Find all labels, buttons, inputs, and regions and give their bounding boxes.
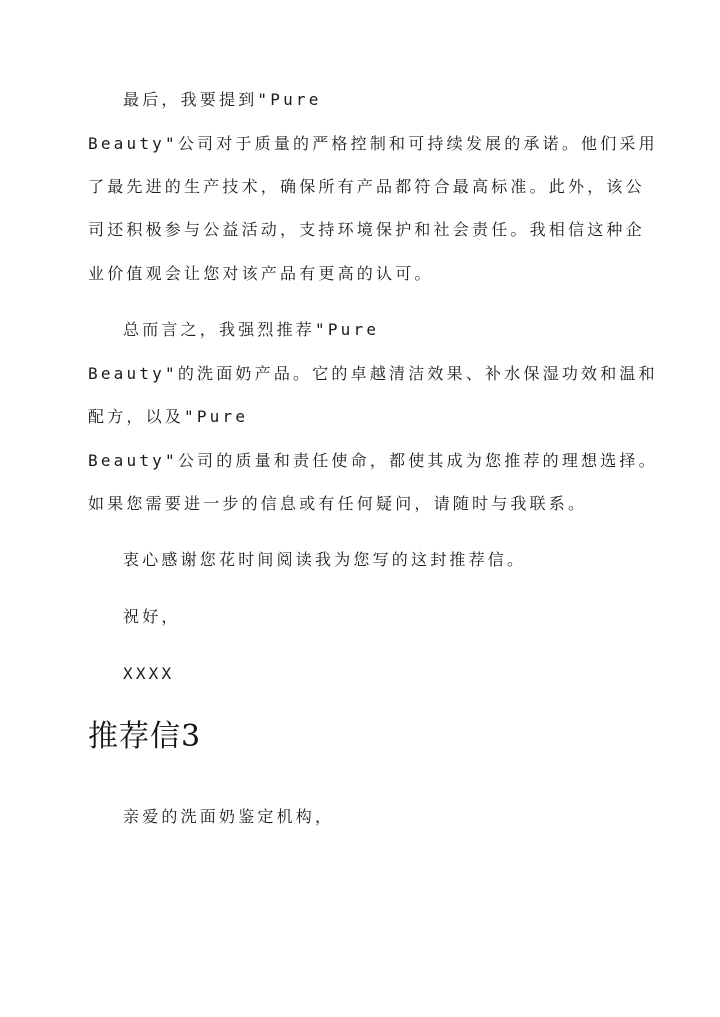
paragraph-2-line-1: 总而言之，我强烈推荐"Pure: [123, 320, 380, 339]
thanks-line: 衷心感谢您花时间阅读我为您写的这封推荐信。: [123, 550, 527, 569]
paragraph-2-line-5: 如果您需要进一步的信息或有任何疑问，请随时与我联系。: [88, 494, 588, 513]
paragraph-1-line-1: 最后，我要提到"Pure: [123, 90, 322, 109]
paragraph-1-line-2: Beauty"公司对于质量的严格控制和可持续发展的承诺。他们采用: [88, 134, 658, 153]
paragraph-2-line-4: Beauty"公司的质量和责任使命，都使其成为您推荐的理想选择。: [88, 451, 658, 470]
paragraph-2-line-3: 配方，以及"Pure: [88, 407, 249, 426]
signature: XXXX: [123, 664, 175, 683]
salutation-line: 亲爱的洗面奶鉴定机构，: [123, 807, 335, 826]
paragraph-1-line-3: 了最先进的生产技术，确保所有产品都符合最高标准。此外，该公: [88, 177, 645, 196]
section-heading: 推荐信3: [88, 719, 202, 754]
paragraph-1-line-4: 司还积极参与公益活动，支持环境保护和社会责任。我相信这种企: [88, 220, 645, 239]
closing-line: 祝好，: [123, 607, 181, 626]
paragraph-1-line-5: 业价值观会让您对该产品有更高的认可。: [88, 264, 434, 283]
paragraph-2-line-2: Beauty"的洗面奶产品。它的卓越清洁效果、补水保湿功效和温和: [88, 364, 658, 383]
